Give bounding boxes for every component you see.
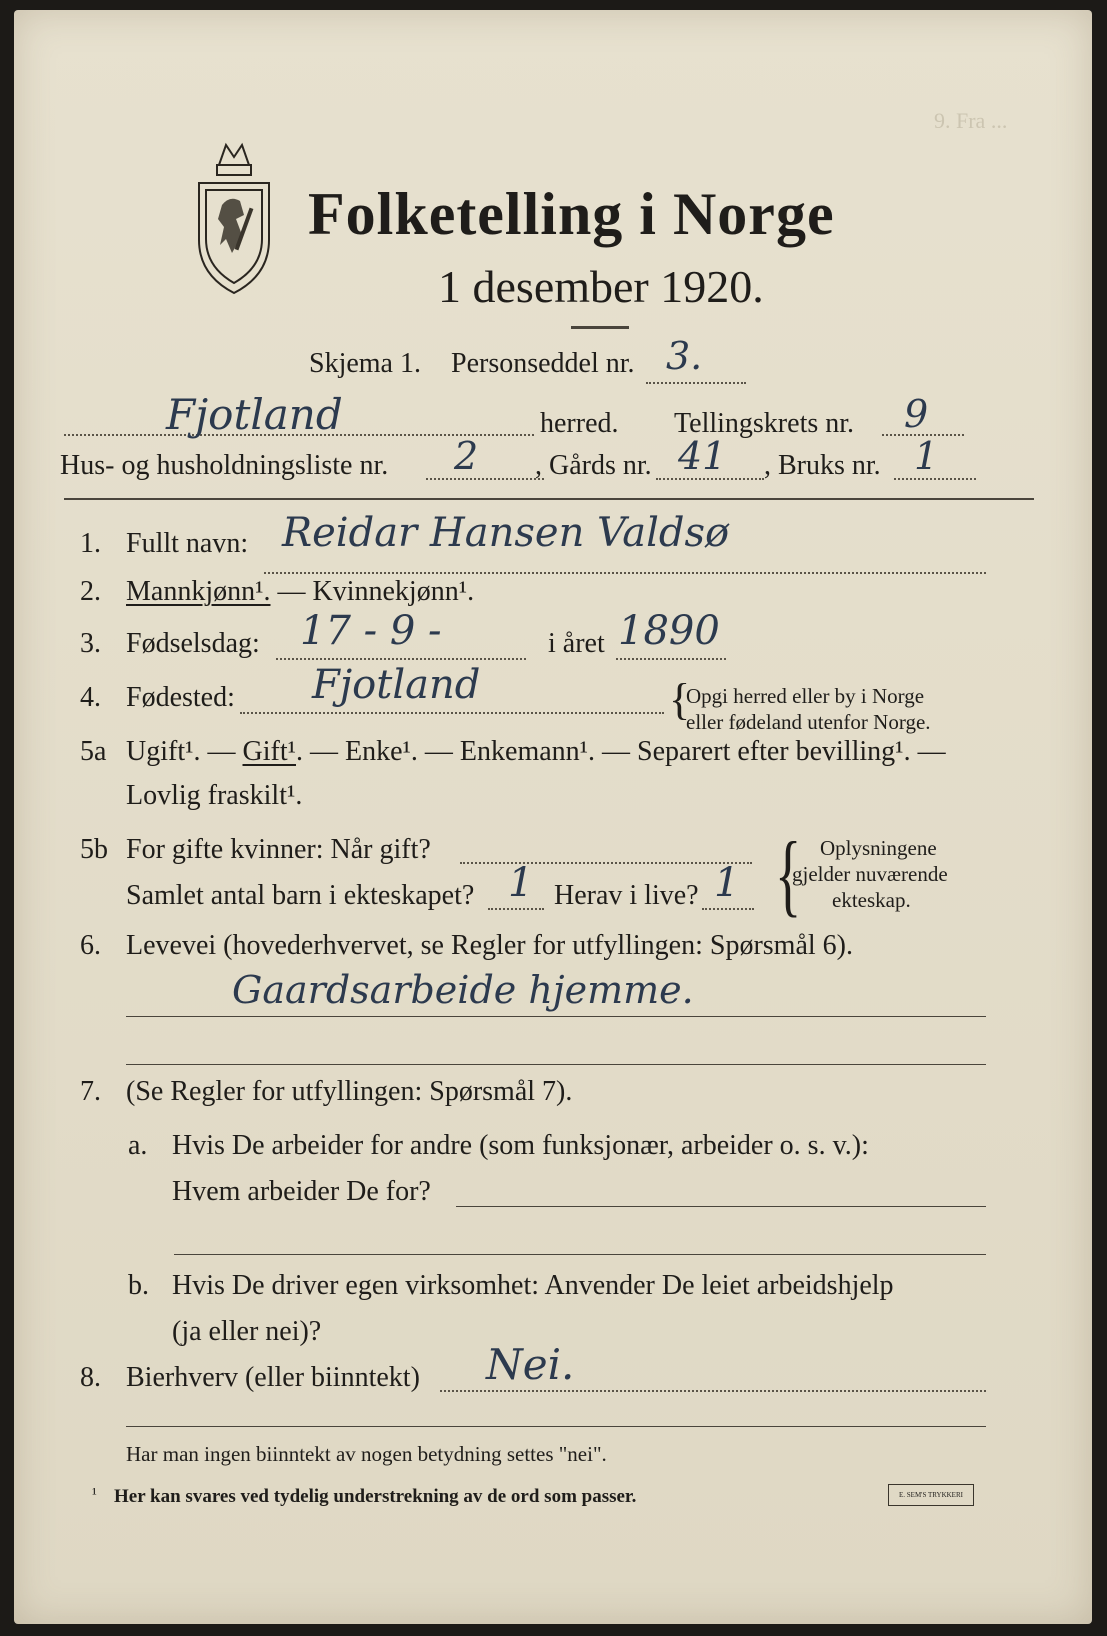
married-option: Gift¹ [242, 736, 296, 767]
form-title: Folketelling i Norge [308, 181, 835, 247]
alive-label: Herav i live? [554, 880, 699, 911]
gards-line [656, 478, 764, 480]
alive-line [702, 908, 754, 910]
gards-value: 41 [678, 434, 727, 478]
birth-year-value: 1890 [618, 608, 720, 654]
tellingskrets-value: 9 [904, 392, 929, 436]
q5b-note-line1: Oplysningene [820, 836, 937, 860]
norwegian-coat-of-arms-icon [184, 135, 284, 300]
birthday-value: 17 - 9 - [300, 608, 442, 654]
year-line [616, 658, 726, 660]
q2-options [126, 576, 474, 608]
q5b-note-line3: ekteskap. [832, 888, 911, 912]
q7a-letter: a. [128, 1130, 148, 1161]
marital-status-options [126, 736, 946, 768]
q6-number: 6. [80, 930, 101, 961]
hus-value: 2 [454, 434, 479, 478]
year-label: i året [548, 628, 605, 659]
personseddel-value: 3. [666, 334, 703, 378]
q4-note-line2: eller fødeland utenfor Norge. [686, 710, 931, 734]
bruks-label: , Bruks nr. [764, 450, 881, 481]
personseddel-line [646, 382, 746, 384]
title-divider [571, 326, 629, 329]
other-status-options: . — Enke¹. — Enkemann¹. — Separert efter bevilling¹. — [296, 736, 946, 767]
full-name-value: Reidar Hansen Valdsø [282, 510, 730, 556]
schema-label: Skjema 1. [309, 348, 421, 379]
q4-label: Fødested: [126, 682, 235, 713]
q5b-note-line2: gjelder nuværende [792, 862, 948, 886]
side-income-value: Nei. [486, 1340, 575, 1389]
male-option: Mannkjønn¹. [126, 576, 271, 607]
occupation-line-2 [126, 1064, 986, 1065]
unmarried-option: Ugift¹. — [126, 736, 243, 767]
children-line [488, 908, 544, 910]
side-income-line [440, 1390, 986, 1392]
employer-line-1 [456, 1206, 986, 1207]
birthplace-line [240, 712, 664, 714]
alive-value: 1 [714, 860, 740, 906]
q7b-line2: (ja eller nei)? [172, 1316, 322, 1347]
q5b-number: 5b [80, 834, 108, 865]
occupation-line-1 [126, 1016, 986, 1017]
q1-label: Fullt navn: [126, 528, 249, 559]
q8-label: Bierhverv (eller biinntekt) [126, 1362, 420, 1393]
employer-line-2 [174, 1254, 986, 1255]
gards-label: , Gårds nr. [535, 450, 652, 481]
female-option: Kvinnekjønn¹. [312, 576, 475, 607]
children-label: Samlet antal barn i ekteskapet? [126, 880, 475, 911]
footnote-mark: ¹ [92, 1486, 97, 1503]
q4-number: 4. [80, 682, 101, 713]
birthplace-value: Fjotland [312, 662, 481, 708]
q2-number: 2. [80, 576, 101, 607]
herred-value: Fjotland [166, 390, 343, 439]
census-form-sheet [14, 10, 1092, 1624]
q4-note-line1: Opgi herred eller by i Norge [686, 684, 925, 708]
q7-label: (Se Regler for utfyllingen: Spørsmål 7). [126, 1076, 573, 1107]
q7-number: 7. [80, 1076, 101, 1107]
q2-separator: — [270, 576, 313, 607]
form-date: 1 desember 1920. [438, 261, 764, 312]
personseddel-label: Personseddel nr. [451, 348, 635, 379]
bruks-value: 1 [914, 434, 939, 478]
q7a-line2: Hvem arbeider De for? [172, 1176, 431, 1207]
q3-number: 3. [80, 628, 101, 659]
q4-brace: { [669, 675, 691, 724]
married-when-label: For gifte kvinner: Når gift? [126, 834, 431, 865]
q7b-line1: Hvis De driver egen virksomhet: Anvender De leiet arbeidshjelp [172, 1270, 894, 1301]
printer-stamp: E. SEM'S TRYKKERI [888, 1484, 974, 1506]
occupation-value: Gaardsarbeide hjemme. [232, 968, 694, 1012]
q5b-brace: { [774, 823, 802, 925]
q5a-number: 5a [80, 736, 107, 767]
birthday-line [276, 658, 526, 660]
footer-separator [126, 1426, 986, 1427]
q7a-line1: Hvis De arbeider for andre (som funksjonær, arbeider o. s. v.): [172, 1130, 869, 1161]
hus-line [426, 478, 544, 480]
footer-note: Har man ingen biinntekt av nogen betydning settes "nei". [126, 1442, 607, 1466]
bruks-line [894, 478, 976, 480]
q8-number: 8. [80, 1362, 101, 1393]
married-when-line [460, 862, 752, 864]
q6-label: Levevei (hovederhvervet, se Regler for utfyllingen: Spørsmål 6). [126, 930, 853, 961]
q3-label: Fødselsdag: [126, 628, 260, 659]
tellingskrets-label: Tellingskrets nr. [674, 408, 855, 439]
q1-number: 1. [80, 528, 101, 559]
children-value: 1 [508, 860, 534, 906]
bleed-through-text: 9. Fra ... [934, 108, 1008, 133]
q7b-letter: b. [128, 1270, 149, 1301]
header-separator [64, 498, 1034, 500]
hus-label: Hus- og husholdningsliste nr. [60, 450, 389, 481]
q1-line [264, 572, 986, 574]
footnote-text: Her kan svares ved tydelig understrekning av de ord som passer. [114, 1486, 637, 1507]
herred-label: herred. [540, 408, 619, 439]
divorced-option: Lovlig fraskilt¹. [126, 780, 303, 811]
